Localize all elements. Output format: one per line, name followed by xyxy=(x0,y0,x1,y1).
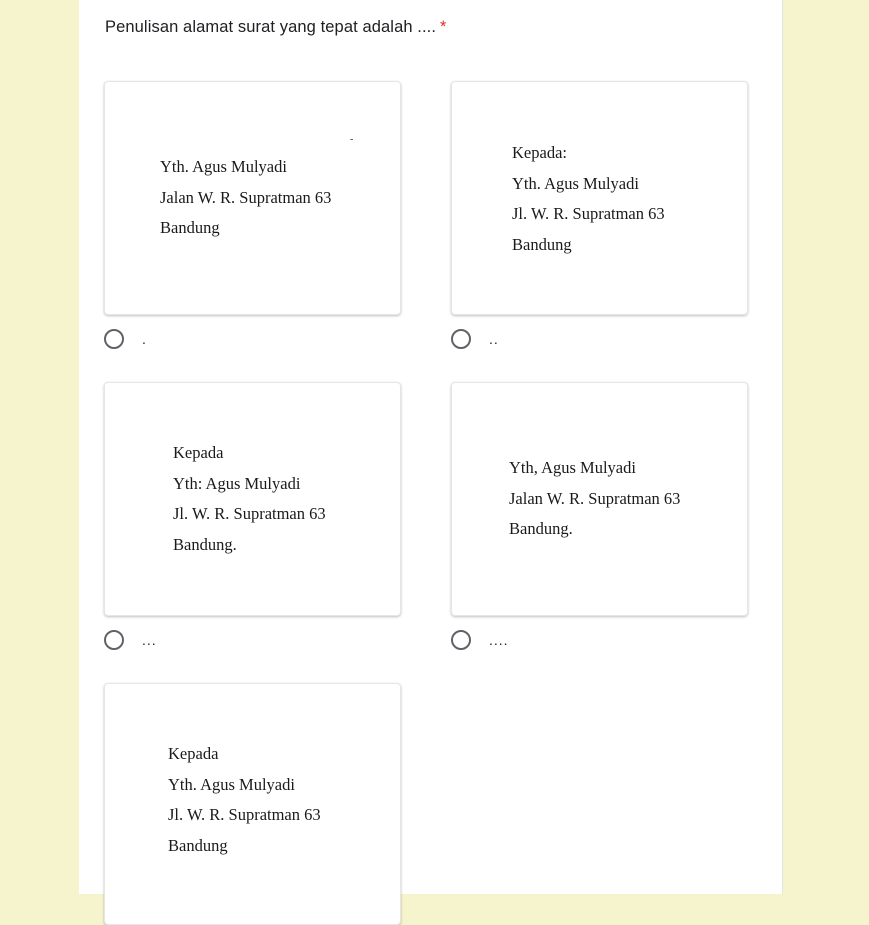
address-line: Jalan W. R. Supratman 63 xyxy=(509,488,681,508)
address-line: Jl. W. R. Supratman 63 xyxy=(173,504,326,523)
address-line: Jl. W. R. Supratman 63 xyxy=(512,204,665,223)
option-3 xyxy=(104,382,401,648)
address-line: Yth. Agus Mulyadi xyxy=(160,157,287,176)
radio-circle-icon[interactable] xyxy=(451,630,471,650)
required-asterisk: * xyxy=(440,18,447,36)
address-line: Yth: Agus Mulyadi xyxy=(173,473,301,493)
radio-option-1[interactable] xyxy=(104,327,147,351)
radio-option-2[interactable] xyxy=(451,327,499,351)
question-text: Penulisan alamat surat yang tepat adalah .... xyxy=(105,18,437,36)
address-block xyxy=(173,438,326,560)
radio-option-3[interactable] xyxy=(104,628,157,652)
radio-option-4[interactable] xyxy=(451,628,509,652)
address-line: Bandung. xyxy=(173,534,237,554)
radio-label: . xyxy=(142,331,147,347)
address-line: Kepada xyxy=(173,443,224,462)
radio-circle-icon[interactable] xyxy=(451,329,471,349)
address-block xyxy=(160,152,331,244)
stray-mark: - xyxy=(350,134,354,145)
address-line: Bandung. xyxy=(509,519,573,538)
option-image-5[interactable] xyxy=(104,683,401,925)
address-block xyxy=(509,453,680,545)
radio-label: ... xyxy=(142,632,157,648)
radio-circle-icon[interactable] xyxy=(104,630,124,650)
option-image-2[interactable] xyxy=(451,81,748,315)
question-card xyxy=(79,0,783,894)
address-line: Bandung xyxy=(160,218,220,237)
address-line: Bandung xyxy=(512,234,572,254)
address-line: Kepada: xyxy=(512,143,567,162)
address-line: Jl. W. R. Supratman 63 xyxy=(168,805,321,824)
option-image-4[interactable] xyxy=(451,382,748,616)
address-line: Bandung xyxy=(168,835,228,855)
address-line: Yth. Agus Mulyadi xyxy=(168,774,295,794)
option-2 xyxy=(451,81,748,347)
question-title xyxy=(105,18,447,37)
address-line: Yth, Agus Mulyadi xyxy=(509,458,636,477)
address-block xyxy=(512,138,665,260)
option-5 xyxy=(104,683,401,925)
radio-label: .. xyxy=(489,331,499,347)
address-block xyxy=(168,739,321,861)
address-line: Yth. Agus Mulyadi xyxy=(512,173,639,193)
option-4 xyxy=(451,382,748,648)
option-image-3[interactable] xyxy=(104,382,401,616)
option-image-1[interactable] xyxy=(104,81,401,315)
radio-circle-icon[interactable] xyxy=(104,329,124,349)
option-1 xyxy=(104,81,401,347)
address-line: Jalan W. R. Supratman 63 xyxy=(160,187,332,207)
address-line: Kepada xyxy=(168,744,219,763)
radio-label: .... xyxy=(489,632,509,648)
